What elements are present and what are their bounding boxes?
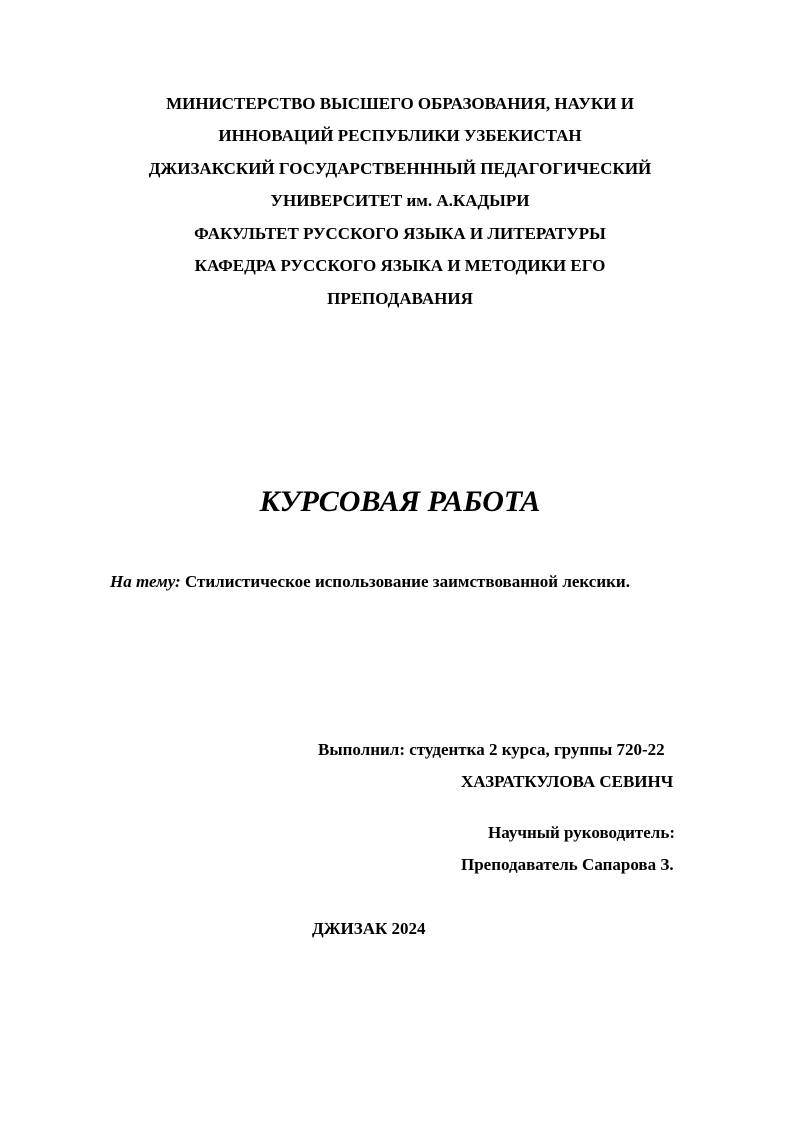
header-line-republic: ИННОВАЦИЙ РЕСПУБЛИКИ УЗБЕКИСТАН <box>218 126 582 145</box>
header-line-department-cont: ПРЕПОДАВАНИЯ <box>327 289 473 308</box>
header-line-institute: ДЖИЗАКСКИЙ ГОСУДАРСТВЕНННЫЙ ПЕДАГОГИЧЕСКИЙ <box>148 159 652 178</box>
document-title: КУРСОВАЯ РАБОТА <box>259 485 541 518</box>
supervisor-name: Преподаватель Сапарова З. <box>461 855 674 874</box>
city-year: ДЖИЗАК 2024 <box>312 919 426 938</box>
header-line-faculty: ФАКУЛЬТЕТ РУССКОГО ЯЗЫКА И ЛИТЕРАТУРЫ <box>194 224 606 243</box>
supervisor-label: Научный руководитель: <box>488 823 675 842</box>
author-line: Выполнил: студентка 2 курса, группы 720-22 <box>318 740 665 759</box>
topic-text: Стилистическое использование заимствованной лексики. <box>180 572 630 591</box>
author-name: ХАЗРАТКУЛОВА СЕВИНЧ <box>461 772 674 791</box>
header-line-department: КАФЕДРА РУССКОГО ЯЗЫКА И МЕТОДИКИ ЕГО <box>194 256 606 275</box>
header-line-university: УНИВЕРСИТЕТ им. А.КАДЫРИ <box>270 191 530 210</box>
topic-line <box>110 572 630 592</box>
header-line-ministry: МИНИСТЕРСТВО ВЫСШЕГО ОБРАЗОВАНИЯ, НАУКИ И <box>166 94 634 113</box>
topic-prefix: На тему: <box>110 572 181 591</box>
